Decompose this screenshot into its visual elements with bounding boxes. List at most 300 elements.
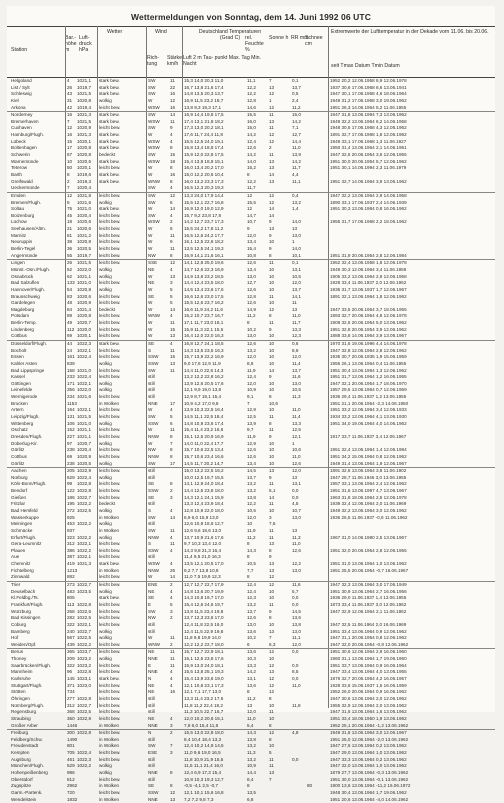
humidity: 13,4 bbox=[247, 266, 256, 272]
humidity: 13,5 bbox=[247, 789, 256, 795]
temperatures: 15,5 12,5 24,0 19,1 bbox=[184, 138, 224, 144]
temperatures: 11,0 9,6 19,0 16,5 bbox=[184, 750, 221, 756]
temperatures: 16,4 12,0 22,0 16,3 bbox=[184, 333, 224, 339]
wind-direction: still bbox=[148, 628, 155, 634]
wind-speed: 14 bbox=[170, 306, 176, 312]
sunshine: 13 bbox=[269, 567, 275, 573]
wind-direction: NE bbox=[148, 588, 155, 594]
station-height: 322 bbox=[67, 662, 75, 668]
temperature-extremes: 1951 34,2 15.06.1964 0,8 12.06.1962 bbox=[330, 453, 407, 459]
temperatures: 15,4 12,6 24,6 19,7 bbox=[184, 601, 224, 607]
sunshine: 10 bbox=[269, 333, 275, 339]
temperatures: 12,8 10,9 22,0 18,0 bbox=[184, 508, 224, 513]
sunshine: 9 bbox=[269, 433, 272, 439]
station-height: 50 bbox=[67, 165, 73, 171]
wind-direction: WSW bbox=[148, 145, 160, 151]
precipitation: 13,7 bbox=[292, 84, 301, 90]
wind-speed: 11 bbox=[170, 246, 175, 252]
station-name: Lingen bbox=[11, 260, 25, 266]
temperature-extremes: 1949 32,2 13.06.1964 3,0 12.06.1962 bbox=[330, 508, 407, 513]
wind-direction: W bbox=[148, 232, 153, 238]
station-name: Potsdam bbox=[11, 313, 30, 319]
station-height: 133 bbox=[67, 280, 75, 286]
temperature-extremes: 1949 31,8 13.06.1964 3,0 12.06.1967 bbox=[330, 730, 407, 736]
header-rain: RR mm bbox=[291, 35, 309, 41]
precipitation: 13 bbox=[292, 474, 298, 480]
wind-direction: WNW bbox=[148, 313, 160, 319]
humidity: 7,7 bbox=[247, 567, 254, 573]
air-pressure: 1021,5 bbox=[77, 414, 92, 420]
humidity: 13,3 bbox=[247, 662, 256, 668]
precipitation: 10,7 bbox=[292, 508, 301, 513]
station-name: Seehausen/Altm. bbox=[11, 226, 46, 232]
weather-text: leicht bew. bbox=[99, 374, 121, 380]
station-name: München/Flugh. bbox=[11, 763, 44, 769]
temperatures: 14,1 12,8 25,0 19,6 bbox=[184, 260, 224, 266]
station-height: 925 bbox=[67, 514, 75, 520]
table-row bbox=[7, 541, 495, 548]
precipitation: 8,5 bbox=[292, 669, 299, 675]
table-row bbox=[7, 515, 495, 522]
humidity: 13,2 bbox=[247, 756, 256, 762]
temperatures: 11,0 7,5 19,9 12,3 bbox=[184, 574, 221, 580]
wind-direction: NNE bbox=[148, 796, 158, 802]
precipitation: 14,5 bbox=[292, 608, 301, 614]
weather-text: leicht bew. bbox=[99, 488, 121, 494]
precipitation: 13,1 bbox=[292, 481, 301, 487]
table-row bbox=[7, 581, 495, 589]
table-row bbox=[7, 783, 495, 790]
precipitation: 13,9 bbox=[292, 152, 301, 158]
station-height: 453 bbox=[67, 521, 75, 527]
temperatures: 15,3 14,0 20,3 11,0 bbox=[184, 78, 224, 83]
wind-speed: 8 bbox=[170, 769, 173, 775]
table-row bbox=[7, 508, 495, 515]
wind-speed: 5 bbox=[170, 286, 173, 292]
station-name: Cuxhaven bbox=[11, 125, 32, 131]
wind-speed: 11 bbox=[170, 78, 175, 83]
station-height: 52 bbox=[67, 266, 73, 272]
wind-direction: NE bbox=[148, 280, 155, 286]
wind-speed: 3 bbox=[170, 722, 173, 728]
wind-direction: W bbox=[148, 326, 153, 332]
wind-speed: 11 bbox=[170, 427, 175, 433]
weather-text: in Wolken bbox=[99, 736, 120, 742]
wind-speed: 11 bbox=[170, 656, 175, 662]
station-name: Fritzlar bbox=[11, 501, 26, 507]
precipitation: 0,4 bbox=[292, 192, 299, 198]
wind-direction: still bbox=[148, 736, 155, 742]
sunshine: 13 bbox=[269, 178, 275, 184]
air-pressure: 1022,8 bbox=[77, 488, 92, 494]
precipitation: 7,1 bbox=[292, 125, 299, 131]
sunshine: 10 bbox=[269, 508, 275, 513]
temperatures: 13,3 24,0 17,9 14,4 bbox=[184, 192, 224, 198]
temperature-extremes: 1936 31,7 13.06.1937 1,7 12.06.1967 bbox=[330, 286, 407, 292]
wind-direction: SW bbox=[148, 514, 156, 520]
temperature-extremes: 1952 25,1 20.06.1954 -1,2 13.06.1962 bbox=[330, 722, 409, 728]
sunshine: 8 bbox=[269, 547, 272, 553]
wind-direction: WSW bbox=[148, 561, 160, 567]
station-height: 234 bbox=[67, 394, 75, 400]
table-row bbox=[7, 602, 495, 609]
station-height: 801 bbox=[67, 743, 75, 749]
wind-direction: SW bbox=[148, 527, 156, 533]
temperatures: 12,4 6,9 17,3 15,4 bbox=[184, 769, 222, 775]
wind-direction: NNE bbox=[148, 656, 158, 662]
humidity: 9,1 bbox=[247, 394, 254, 400]
wind-direction: SSW bbox=[148, 360, 159, 366]
wind-direction: N bbox=[148, 730, 152, 736]
station-name: Bocholt bbox=[11, 347, 27, 353]
station-height: 312 bbox=[67, 541, 75, 547]
precipitation: 14,0 bbox=[292, 219, 301, 225]
station-name: Neuruppin bbox=[11, 239, 33, 245]
sunshine: 10 bbox=[269, 715, 275, 721]
wind-direction: WSW bbox=[148, 219, 160, 225]
humidity: 12,0 bbox=[247, 232, 256, 238]
weather-text: stark bew. bbox=[99, 145, 120, 151]
station-height: 567 bbox=[67, 635, 75, 641]
wind-speed: 16 bbox=[170, 171, 176, 177]
station-name: Kassel bbox=[11, 374, 25, 380]
table-row bbox=[7, 589, 495, 596]
wind-speed: 4 bbox=[170, 669, 173, 675]
station-height: 812 bbox=[67, 776, 75, 782]
station-height: 2 bbox=[67, 178, 70, 184]
table-row bbox=[7, 696, 495, 703]
station-name: Fichtelberg bbox=[11, 567, 34, 573]
station-name: Erfurt/Flugh. bbox=[11, 534, 37, 540]
precipitation: 10,5 bbox=[292, 387, 301, 393]
weather-report-sheet bbox=[7, 6, 495, 802]
wind-direction: W bbox=[148, 97, 153, 103]
air-pressure: 1022,3 bbox=[77, 340, 92, 346]
wind-speed: 11 bbox=[170, 649, 175, 655]
precipitation: 0,0 bbox=[292, 676, 299, 682]
table-row bbox=[7, 635, 495, 642]
table-row bbox=[7, 676, 495, 683]
air-pressure: 1020,8 bbox=[77, 97, 92, 103]
air-pressure: 1022,6 bbox=[77, 608, 92, 614]
table-row bbox=[7, 743, 495, 750]
temperature-extremes: 1951 30,4 13.06.1964 1,3 12.06.1962 bbox=[330, 367, 407, 373]
station-height: 734 bbox=[67, 689, 75, 695]
air-pressure: 1019,6 bbox=[77, 171, 92, 177]
sunshine: 8 bbox=[269, 394, 272, 400]
weather-text: bedeckt bbox=[99, 306, 116, 312]
wind-speed: 13 bbox=[170, 273, 176, 279]
weather-text: leicht bew. bbox=[99, 354, 121, 360]
humidity: 12 bbox=[247, 206, 253, 212]
temperature-extremes: 1949 31,2 17.06.1968 3,0 19.06.1962 bbox=[330, 97, 407, 103]
header-wind-speed: Stärke km/h bbox=[167, 55, 182, 67]
table-row bbox=[7, 165, 495, 172]
temperature-extremes: 1947 30,6 13.06.1964 2,0 12.06.1962 bbox=[330, 695, 407, 701]
weather-text: in Wolken bbox=[99, 400, 120, 406]
wind-speed: 13 bbox=[170, 360, 176, 366]
humidity: 12,6 bbox=[247, 300, 256, 306]
sunshine: 11 bbox=[269, 709, 274, 715]
temperatures: 15,9 11,3 22,1 15,5 bbox=[184, 326, 224, 332]
air-pressure: 1022,0 bbox=[77, 266, 92, 272]
precipitation: 11,0 bbox=[292, 145, 301, 151]
station-height: 84 bbox=[67, 306, 73, 312]
sunshine: 7 bbox=[269, 78, 272, 83]
weather-text: stark bew. bbox=[99, 132, 120, 138]
humidity: 12,6 bbox=[247, 615, 256, 621]
temperature-extremes: 1970 31,6 19.06.1996 4,4 14.06.1978 bbox=[330, 340, 407, 346]
sunshine: 12 bbox=[269, 91, 275, 97]
wind-direction: SSW bbox=[148, 420, 159, 426]
wind-speed: 14 bbox=[170, 514, 176, 520]
station-height: 89 bbox=[67, 313, 73, 319]
wind-direction: SW bbox=[148, 84, 156, 90]
sunshine: 10 bbox=[269, 702, 275, 708]
air-pressure: 1022,5 bbox=[77, 508, 92, 513]
sunshine: 9 bbox=[269, 554, 272, 560]
wind-direction: still bbox=[148, 709, 155, 715]
temperature-extremes: 1947 31,6 13.06.1964 1,6 13.06.1962 bbox=[330, 709, 407, 715]
temperatures: 15,0 13,2 22,5 16,2 bbox=[184, 468, 224, 474]
humidity: 15,5 bbox=[247, 199, 256, 205]
weather-text: leicht bew. bbox=[99, 394, 121, 400]
station-name: Karlsruhe bbox=[11, 676, 31, 682]
air-pressure: 1023,2 bbox=[77, 662, 92, 668]
temperature-extremes: 1951 32,0 20.06.1954 2,8 12.06.1955 bbox=[330, 547, 407, 553]
station-height: 24 bbox=[67, 347, 73, 353]
weather-text: wolkig bbox=[99, 420, 112, 426]
weather-text: leicht bew. bbox=[99, 481, 121, 487]
temperature-extremes: 1947 33,5 20.06.1954 3,7 18.06.1955 bbox=[330, 306, 407, 312]
precipitation: 12,0 bbox=[292, 280, 301, 286]
station-height: 322 bbox=[67, 621, 75, 627]
station-height: 26 bbox=[67, 84, 73, 90]
temperatures: 9,2 7,7 13,8 10,8 bbox=[184, 567, 219, 573]
weather-text: bedeckt bbox=[99, 152, 116, 158]
table-row bbox=[7, 119, 495, 126]
station-height: 240 bbox=[67, 628, 75, 634]
precipitation: 14,0 bbox=[292, 246, 301, 252]
weather-text: leicht bew. bbox=[99, 226, 121, 232]
wind-speed: 8 bbox=[170, 447, 173, 453]
station-name: Schleswig bbox=[11, 91, 32, 97]
wind-speed: 12 bbox=[170, 97, 176, 103]
humidity: 12,2 bbox=[247, 501, 256, 507]
station-name: Ueckermünde bbox=[11, 185, 40, 191]
temperatures: 13,7 10,9 21,6 17,6 bbox=[184, 534, 224, 540]
station-height: 300 bbox=[67, 730, 75, 736]
sunshine: 12 bbox=[269, 192, 275, 198]
temperature-extremes: 1947 28,7 11.06.1946 3,0 13.06.1955 bbox=[330, 474, 407, 480]
precipitation: 12,2 bbox=[292, 561, 301, 567]
humidity: 8,8 bbox=[247, 360, 254, 366]
sunshine: 13 bbox=[269, 118, 275, 124]
air-pressure: 1020,1 bbox=[77, 333, 92, 339]
sunshine: 9 bbox=[269, 326, 272, 332]
station-name: Dresden/Flugh. bbox=[11, 433, 43, 439]
table-row bbox=[7, 320, 495, 327]
wind-direction: ENE bbox=[148, 582, 158, 588]
station-name: Barth bbox=[11, 171, 22, 177]
precipitation: 14,2 bbox=[292, 158, 301, 164]
weather-text: wolkig bbox=[99, 440, 112, 446]
wind-speed: 11 bbox=[170, 527, 175, 533]
temperature-extremes: 1928 33,6 15.06.1937 1,5 16.06.1959 bbox=[330, 682, 407, 688]
temperature-extremes: 1949 32,2 13.06.1964 6,2 14.06.1958 bbox=[330, 118, 407, 124]
wind-speed: 15 bbox=[170, 152, 176, 158]
precipitation: 12,1 bbox=[292, 433, 301, 439]
precipitation: 11,0 bbox=[292, 313, 301, 319]
wind-speed: 7 bbox=[170, 743, 173, 749]
humidity: 14,2 bbox=[247, 132, 256, 138]
table-row bbox=[7, 663, 495, 670]
temperatures: 15,4 13,9 23,6 19,0 bbox=[184, 676, 224, 682]
precipitation: 14,1 bbox=[292, 293, 301, 299]
temperature-extremes: 1947 32,3 13.06.1964 3,0 17.06.1949 bbox=[330, 582, 407, 588]
temperature-extremes: 1952 20,2 12.06.1958 8,9 12.06.1978 bbox=[330, 78, 407, 83]
wind-speed: 16 bbox=[170, 104, 176, 110]
air-pressure: 1022,4 bbox=[77, 750, 92, 756]
wind-direction: still bbox=[148, 554, 155, 560]
station-name: Regensburg bbox=[11, 709, 37, 715]
humidity: 12,6 bbox=[247, 340, 256, 346]
wind-speed: 8 bbox=[170, 481, 173, 487]
temperature-extremes: 1948 30,5 17.06.1968 4,3 12.06.1962 bbox=[330, 125, 407, 131]
wind-speed: 12 bbox=[170, 260, 176, 266]
sunshine: 10 bbox=[269, 273, 275, 279]
wind-speed: 13 bbox=[170, 796, 176, 802]
humidity: 10,9 bbox=[247, 387, 256, 393]
sunshine: 8 bbox=[269, 615, 272, 621]
wind-speed: 3 bbox=[170, 750, 173, 756]
sunshine: 10 bbox=[269, 340, 275, 346]
station-name: Weiden/Opf. bbox=[11, 641, 37, 647]
temperature-extremes: 1951 33,4 13.06.1964 0,9 12.06.1962 bbox=[330, 628, 407, 634]
weather-text: leicht bew. bbox=[99, 232, 121, 238]
humidity: 12,6 bbox=[247, 145, 256, 151]
wind-speed: 8 bbox=[170, 453, 173, 459]
humidity: 13,6 bbox=[247, 682, 256, 688]
station-height: 131 bbox=[67, 414, 75, 420]
sunshine: 13 bbox=[269, 628, 275, 634]
air-pressure: 1021,0 bbox=[77, 367, 92, 373]
table-row bbox=[7, 461, 495, 468]
precipitation: 11 bbox=[292, 300, 297, 306]
humidity: 8 bbox=[247, 541, 250, 547]
table-row bbox=[7, 467, 495, 475]
wind-direction: NE bbox=[148, 266, 155, 272]
air-pressure: 1020,9 bbox=[77, 453, 92, 459]
precipitation: 13 bbox=[292, 306, 298, 312]
humidity: 15,2 bbox=[247, 165, 256, 171]
station-name: Bremen/Flugh. bbox=[11, 199, 42, 205]
wind-direction: SSW bbox=[148, 354, 159, 360]
weather-text: wolkig bbox=[99, 534, 112, 540]
temperatures: 15,1 12,5 23,8 17,6 bbox=[184, 656, 224, 662]
temperatures: 9,0 17,6 12,9 11,9 bbox=[184, 360, 221, 366]
air-pressure: 1021,0 bbox=[77, 206, 92, 212]
station-height: 371 bbox=[67, 682, 75, 688]
air-pressure: 1022,9 bbox=[77, 468, 92, 474]
sunshine: 10 bbox=[269, 387, 275, 393]
station-name: Meiningen bbox=[11, 521, 33, 527]
temperature-extremes: 1967 31,0 14.06.1980 2,5 13.06.1967 bbox=[330, 534, 407, 540]
station-height: 45 bbox=[67, 212, 73, 218]
station-height: 4 bbox=[67, 78, 70, 83]
air-pressure: 1021,5 bbox=[77, 118, 92, 124]
wind-direction: still bbox=[148, 776, 155, 782]
station-height: 96 bbox=[67, 669, 73, 675]
sunshine: 10 bbox=[269, 347, 275, 353]
weather-text: in Wolken bbox=[99, 783, 120, 789]
wind-speed: 4 bbox=[170, 138, 173, 144]
sunshine: 14 bbox=[269, 171, 275, 177]
humidity: 12,3 bbox=[247, 595, 256, 601]
temperature-extremes: 1951 33,2 12.06.1964 3,4 12.06.1933 bbox=[330, 407, 407, 413]
sunshine: 8 bbox=[269, 722, 272, 728]
wind-speed: 17 bbox=[170, 400, 176, 406]
precipitation: 1 bbox=[292, 239, 295, 245]
weather-text: leicht bew. bbox=[99, 669, 121, 675]
table-row bbox=[7, 716, 495, 723]
air-pressure: 1022,7 bbox=[77, 702, 92, 708]
precipitation: 13,0 bbox=[292, 567, 301, 573]
humidity: 14,6 bbox=[247, 104, 256, 110]
humidity: 11,7 bbox=[247, 185, 256, 191]
precipitation: 0,0 bbox=[292, 595, 299, 601]
sunshine: 13 bbox=[269, 165, 275, 171]
sunshine: 12 bbox=[269, 574, 275, 580]
precipitation: 0,0 bbox=[292, 494, 299, 500]
air-pressure: 1022,5 bbox=[77, 709, 92, 715]
wind-direction: still bbox=[148, 387, 155, 393]
weather-text: wolkig bbox=[99, 588, 112, 594]
wind-speed: 5 bbox=[170, 300, 173, 306]
station-name: Kl.Feldbg./Ts. bbox=[11, 595, 39, 601]
air-pressure: 1022,4 bbox=[77, 474, 92, 480]
humidity: 13,2 bbox=[247, 481, 256, 487]
humidity: 10,9 bbox=[247, 763, 256, 769]
wind-speed: 8 bbox=[170, 433, 173, 439]
temperature-extremes: 1949 31,4 13.06.1964 1,9 12.06.1967 bbox=[330, 460, 407, 466]
humidity: 11,2 bbox=[247, 534, 256, 540]
wind-direction: SE bbox=[148, 481, 155, 487]
humidity: 12,2 bbox=[247, 84, 256, 90]
precipitation: 12,0 bbox=[292, 641, 301, 647]
sunshine: 13 bbox=[269, 561, 275, 567]
temperatures: 14,5 13,4 23,6 17,6 bbox=[184, 286, 224, 292]
wind-speed: 4 bbox=[170, 185, 173, 191]
weather-text: leicht bew. bbox=[99, 407, 121, 413]
wind-direction: W bbox=[148, 171, 153, 177]
air-pressure: 1023,1 bbox=[77, 676, 92, 682]
table-row bbox=[7, 609, 495, 616]
wind-direction: S bbox=[148, 541, 152, 547]
weather-text: leicht bew. bbox=[99, 601, 121, 607]
sunshine: 13 bbox=[269, 226, 275, 232]
air-pressure: 1023,2 bbox=[77, 656, 92, 662]
temperatures: 12,1 9,9 19,0 13,8 bbox=[184, 387, 222, 393]
precipitation: 11,1 bbox=[292, 635, 301, 641]
temperature-extremes: 1948 30,4 13.06.1964 1,7 19.06.1962 bbox=[330, 789, 407, 795]
air-pressure: 1019,3 bbox=[77, 178, 92, 184]
wind-direction: still bbox=[148, 380, 155, 386]
table-row bbox=[7, 300, 495, 307]
temperatures: 15,5 12,6 23,7 16,2 bbox=[184, 300, 224, 306]
station-name: Oberstdorf bbox=[11, 776, 33, 782]
weather-text: leicht bew. bbox=[99, 662, 121, 668]
